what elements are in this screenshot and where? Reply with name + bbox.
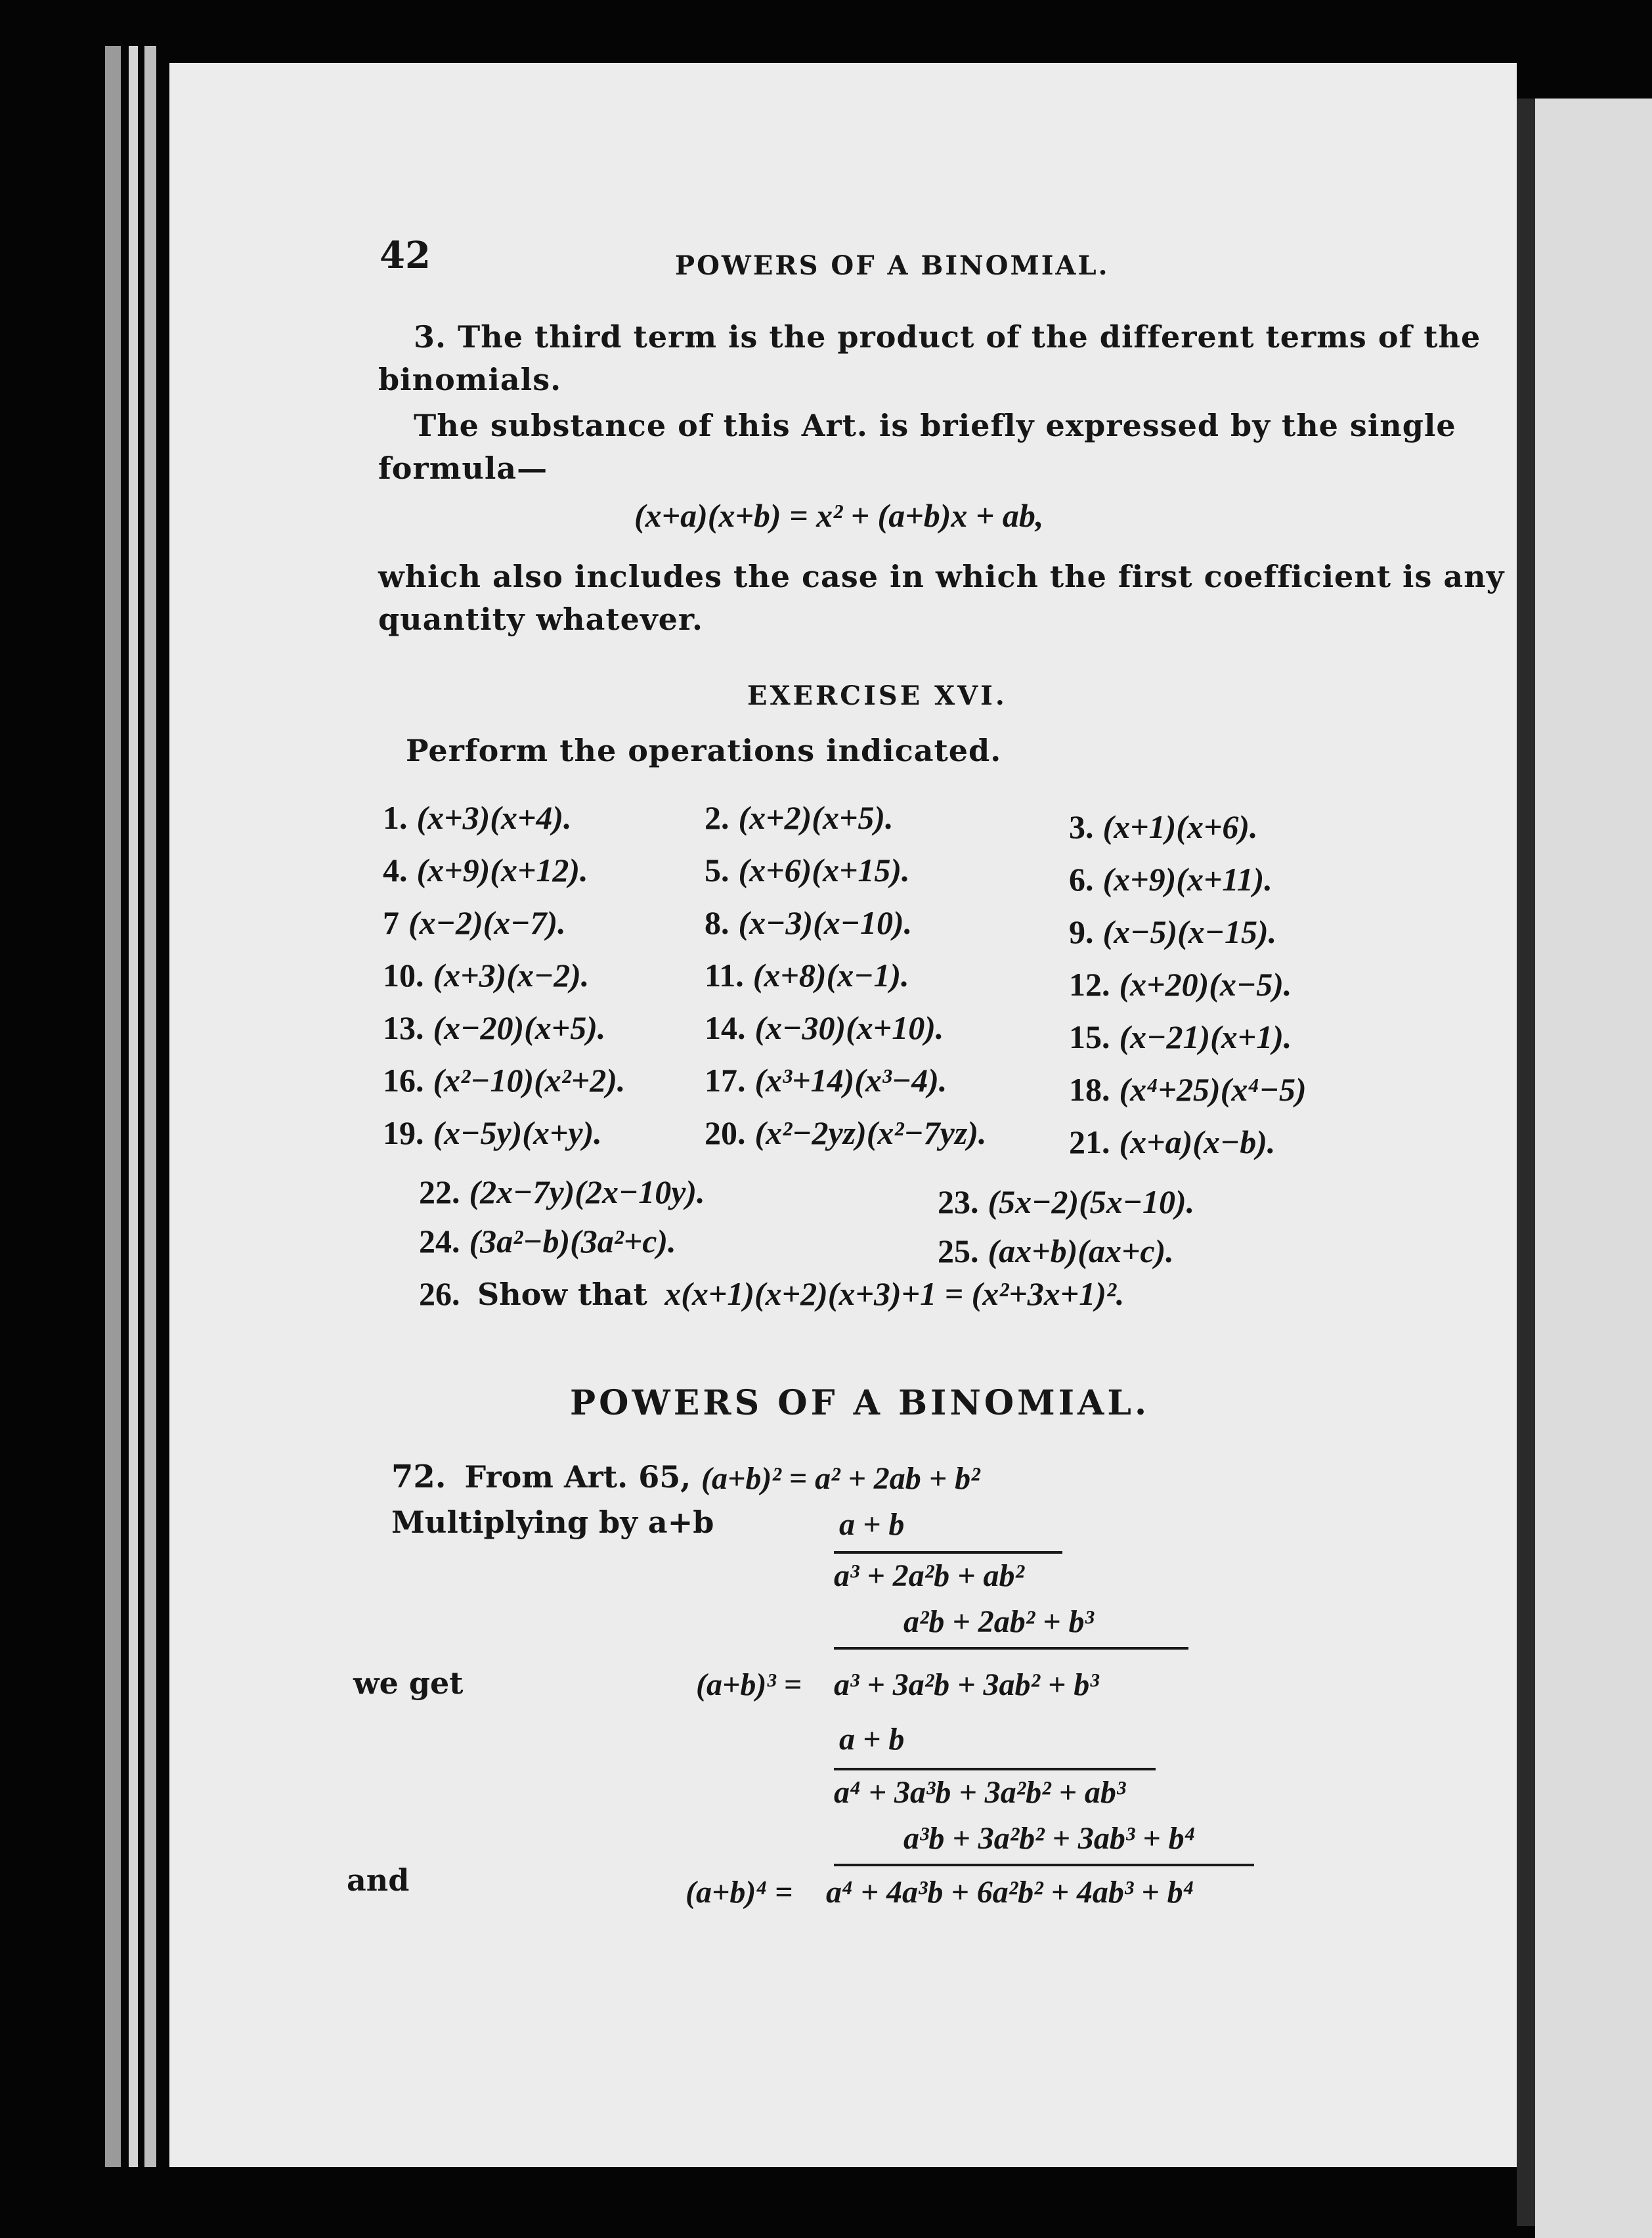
adjacent-page	[1535, 99, 1652, 2238]
sum-rule	[834, 1647, 1188, 1650]
section-title: POWERS OF A BINOMIAL.	[570, 1383, 1150, 1423]
problem-expression: (x+6)(x+15).	[738, 852, 910, 889]
problem	[938, 1232, 1174, 1270]
problem-number: 25.	[938, 1233, 979, 1269]
problem-number: 2.	[705, 799, 729, 836]
problem	[705, 904, 912, 942]
problem	[705, 956, 909, 994]
partial-product: a³b + 3a²b² + 3ab³ + b⁴	[903, 1821, 1196, 1856]
problem-number: 1.	[383, 799, 408, 836]
exercise-instruction: Perform the operations indicated.	[406, 733, 1002, 768]
problem-expression: (5x−2)(5x−10).	[988, 1183, 1195, 1220]
problem-number: 18.	[1069, 1071, 1110, 1108]
problem-expression: (x−5)(x−15).	[1102, 913, 1277, 950]
problem-number: 24.	[419, 1223, 460, 1260]
problem-number: 12.	[1069, 966, 1110, 1003]
partial-product: a³ + 2a²b + ab²	[834, 1558, 1024, 1593]
book-edge	[144, 46, 156, 2167]
article-line	[391, 1459, 691, 1495]
and-label: and	[347, 1862, 410, 1898]
intro-line: which also includes the case in which the first coefficient is any	[378, 559, 1505, 594]
problem-expression: (x+9)(x+11).	[1102, 861, 1272, 898]
multiply-label: Multiplying by a+b	[391, 1504, 714, 1540]
article-reference: From Art. 65,	[464, 1459, 691, 1495]
problem-expression: (3a²−b)(3a²+c).	[469, 1223, 676, 1260]
intro-line: quantity whatever.	[378, 602, 703, 637]
problem	[1069, 1123, 1275, 1161]
problem	[705, 799, 894, 837]
problem-expression: (x²−10)(x²+2).	[433, 1062, 626, 1099]
problem-expression: (x+a)(x−b).	[1119, 1124, 1276, 1160]
problem-expression: (x−30)(x+10).	[754, 1009, 944, 1046]
problem	[1069, 913, 1276, 951]
article-number: 72.	[391, 1459, 446, 1495]
problem-number: 7	[383, 904, 399, 941]
problem-number: 9.	[1069, 913, 1094, 950]
problem-expression: (x+8)(x−1).	[752, 957, 909, 994]
problem	[705, 1061, 947, 1099]
problem-number: 11.	[705, 957, 744, 994]
problem-expression: (2x−7y)(2x−10y).	[469, 1174, 705, 1210]
problem-number: 3.	[1069, 808, 1094, 845]
problem-number: 14.	[705, 1009, 746, 1046]
problem-number: 19.	[383, 1114, 424, 1151]
fourth-power-rhs: a⁴ + 4a³b + 6a²b² + 4ab³ + b⁴	[826, 1875, 1194, 1910]
intro-line: The substance of this Art. is briefly expressed by the single	[414, 408, 1456, 443]
problem	[383, 1114, 602, 1152]
problem-expression: (x−20)(x+5).	[433, 1009, 606, 1046]
cube-lhs: (a+b)³ =	[696, 1667, 802, 1702]
problem-expression: (x+3)(x−2).	[433, 957, 590, 994]
page-number: 42	[380, 234, 431, 277]
problem-expression: (x⁴+25)(x⁴−5)	[1119, 1071, 1307, 1108]
problem	[383, 851, 588, 889]
sum-rule	[834, 1864, 1254, 1866]
problem	[1069, 808, 1258, 846]
problem-expression: (x+9)(x+12).	[416, 852, 588, 889]
book-edge	[129, 46, 138, 2167]
partial-product: a⁴ + 3a³b + 3a²b² + ab³	[834, 1775, 1126, 1810]
problem-number: 21.	[1069, 1124, 1110, 1160]
problem	[1069, 860, 1272, 898]
problem	[419, 1173, 705, 1211]
intro-line: formula—	[378, 450, 548, 486]
problem-expression: (ax+b)(ax+c).	[988, 1233, 1174, 1269]
book-edge	[105, 46, 121, 2167]
problem	[383, 1061, 625, 1099]
fourth-power-lhs: (a+b)⁴ =	[685, 1875, 793, 1910]
problem-expression: x(x+1)(x+2)(x+3)+1 = (x²+3x+1)².	[664, 1275, 1125, 1312]
problem-number: 26.	[419, 1275, 460, 1312]
problem-expression: (x−21)(x+1).	[1119, 1019, 1292, 1055]
problem	[1069, 1070, 1307, 1108]
square-identity: (a+b)² = a² + 2ab + b²	[701, 1461, 980, 1496]
problem	[383, 799, 572, 837]
problem-expression: (x−5y)(x+y).	[433, 1114, 602, 1151]
intro-line: binomials.	[378, 362, 562, 397]
binomial-formula: (x+a)(x+b) = x² + (a+b)x + ab,	[634, 497, 1044, 534]
problem	[938, 1183, 1194, 1221]
problem	[383, 956, 589, 994]
problem-expression: (x−3)(x−10).	[738, 904, 913, 941]
problem	[705, 1009, 944, 1047]
problem	[419, 1222, 676, 1260]
problem-expression: (x³+14)(x³−4).	[754, 1062, 947, 1099]
we-get-label: we get	[353, 1665, 464, 1701]
problem-number: 17.	[705, 1062, 746, 1099]
problem-number: 8.	[705, 904, 729, 941]
multiplication-rule	[834, 1551, 1062, 1554]
problem-number: 20.	[705, 1114, 746, 1151]
cube-rhs: a³ + 3a²b + 3ab² + b³	[834, 1667, 1099, 1702]
problem-number: 23.	[938, 1183, 979, 1220]
problem-number: 13.	[383, 1009, 424, 1046]
book-page	[169, 63, 1517, 2167]
multiplier: a + b	[839, 1722, 905, 1757]
problem-expression: (x−2)(x−7).	[408, 904, 566, 941]
problem	[1069, 965, 1292, 1003]
problem-expression: (x+2)(x+5).	[738, 799, 894, 836]
problem	[419, 1275, 1124, 1313]
problem-number: 22.	[419, 1174, 460, 1210]
problem-expression: (x+3)(x+4).	[416, 799, 572, 836]
problem-number: 5.	[705, 852, 729, 889]
running-title: POWERS OF A BINOMIAL.	[675, 250, 1110, 281]
exercise-title: EXERCISE XVI.	[747, 680, 1007, 711]
problem	[705, 1114, 986, 1152]
problem	[1069, 1018, 1292, 1056]
problem-expression: (x+1)(x+6).	[1102, 808, 1258, 845]
problem	[705, 851, 910, 889]
multiplication-rule	[834, 1768, 1156, 1770]
problem-expression: (x²−2yz)(x²−7yz).	[754, 1114, 987, 1151]
multiplier: a + b	[839, 1507, 905, 1542]
problem-lead: Show that	[477, 1277, 647, 1312]
problem	[383, 1009, 605, 1047]
partial-product: a²b + 2ab² + b³	[903, 1604, 1094, 1639]
problem-number: 10.	[383, 957, 424, 994]
problem-number: 16.	[383, 1062, 424, 1099]
problem-number: 4.	[383, 852, 408, 889]
intro-line: 3. The third term is the product of the different terms of the	[414, 319, 1481, 355]
problem-expression: (x+20)(x−5).	[1119, 966, 1292, 1003]
problem-number: 6.	[1069, 861, 1094, 898]
problem	[383, 904, 566, 942]
problem-number: 15.	[1069, 1019, 1110, 1055]
gutter-shadow	[1517, 99, 1536, 2226]
